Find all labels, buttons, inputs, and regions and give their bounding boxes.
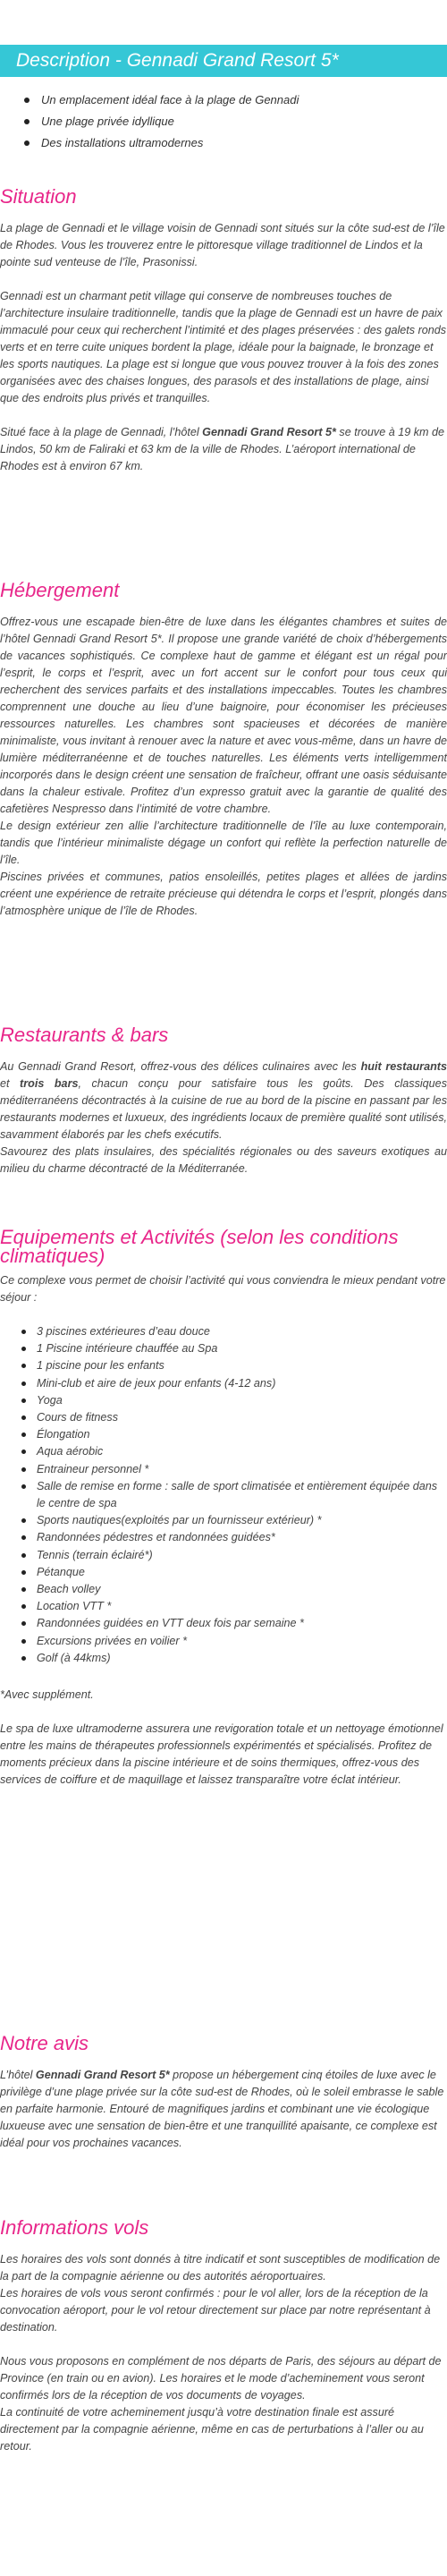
list-item: Salle de remise en forme : salle de sport climatisée et entièrement équipée dans le centre de spa — [37, 1478, 447, 1512]
equipment-list — [0, 1323, 447, 1667]
intro-list — [0, 89, 447, 154]
section-title: Notre avis — [0, 2032, 89, 2054]
avis-section — [0, 2033, 447, 2152]
section-title: Equipements et Activités (selon les conditions climatiques) — [0, 1226, 399, 1267]
paragraph: Ce complexe vous permet de choisir l’activité qui vous conviendra le mieux pendant votre séjour : — [0, 1274, 446, 1304]
paragraph: Les horaires des vols sont donnés à titre indicatif et sont susceptibles de modification de la part de la compagnie aérienne ou des autorités aéroportuaires. — [0, 2253, 441, 2283]
hotel-name: Gennadi Grand Resort 5* — [202, 426, 336, 438]
list-item: Pétanque — [37, 1564, 447, 1581]
paragraph: Piscines privées et communes, patios ensoleillés, petites plages et allées de jardins créent une expérience de retraite précieuse qui détendra le corps et l’esprit, plongés dans l’atmosphère unique de l’île de Rhodes. — [0, 871, 447, 917]
list-item: Beach volley — [37, 1581, 447, 1598]
paragraph: Gennadi est un charmant petit village qui conserve de nombreuses touches de l’architecture insulaire traditionnelle, tandis que la plage de Gennadi est un havre de paix immaculé pour ceux qui recherchent l’intimité et des plages préservées : des galets ronds verts et en terre cuite uniques bordent la plage, idéale pour la baignade, le bronzage et les sports nautiques. La plage est si longue que vous pouvez trouver à la fois des zones organisées avec des chaises longues, des parasols et des installations de plage, ainsi que des endroits plus privés et tranquilles. — [0, 290, 447, 404]
text-span: L’hôtel — [0, 2069, 36, 2081]
paragraph: La continuité de votre acheminement jusqu’à votre destination finale est assuré directement par la compagnie aérienne, même en cas de perturbations à l’aller ou au retour. — [0, 2406, 424, 2453]
list-item: Mini-club et aire de jeux pour enfants (4-12 ans) — [37, 1375, 447, 1392]
list-item: Une plage privée idyllique — [41, 111, 447, 132]
bold-text: trois bars — [20, 1077, 79, 1090]
restaurants-section — [0, 1024, 447, 1177]
text-span: Au Gennadi Grand Resort, offrez-vous des délices culinaires avec les — [0, 1060, 361, 1073]
list-item: Cours de fitness — [37, 1409, 447, 1426]
hotel-name: Gennadi Grand Resort 5* — [35, 2069, 170, 2081]
list-item: Location VTT * — [37, 1598, 447, 1615]
paragraph: Le spa de luxe ultramoderne assurera une revigoration totale et un nettoyage émotionnel entre les mains de thérapeutes professionnels expérimentés et spécialisés. Profitez de moments précieux dans la piscine intérieure et de soins thermiques, offrez-vous des services de coiffure et de maquillage et laissez transparaître votre éclat intérieur. — [0, 1722, 443, 1787]
list-item: Sports nautiques(exploités par un fournisseur extérieur) * — [37, 1512, 447, 1529]
paragraph: Savourez des plats insulaires, des spécialités régionales ou des saveurs exotiques au milieu du charme décontracté de la Méditerranée. — [0, 1145, 447, 1175]
list-item: Des installations ultramodernes — [41, 132, 447, 154]
equipements-section — [0, 1228, 447, 1789]
text-span: Situé face à la plage de Gennadi, l’hôtel — [0, 426, 203, 438]
vols-section — [0, 2217, 447, 2455]
section-title: Restaurants & bars — [0, 1024, 169, 1046]
text-span: et — [0, 1077, 21, 1090]
paragraph: Les horaires de vols vous seront confirmés : pour le vol aller, lors de la réception de la convocation aéroport, pour le vol retour directement sur place par notre représentant à destination. — [0, 2287, 431, 2334]
list-item: Élongation — [37, 1426, 447, 1443]
list-item: Un emplacement idéal face à la plage de Gennadi — [41, 89, 447, 111]
intro-section — [0, 89, 447, 154]
paragraph: Le design extérieur zen allie l’architecture traditionnelle de l’île au luxe contemporain, tandis que l’intérieur minimaliste dégage un confort qui reflète la perfection naturelle de l’île. — [0, 820, 447, 866]
bold-text: huit restaurants — [360, 1060, 447, 1073]
list-item: Yoga — [37, 1392, 447, 1409]
paragraph — [0, 2067, 447, 2152]
list-item: 1 piscine pour les enfants — [37, 1357, 447, 1374]
footnote: *Avec supplément. — [0, 1688, 94, 1702]
paragraph — [0, 1058, 447, 1143]
list-item: Randonnées pédestres et randonnées guidées* — [37, 1529, 447, 1546]
text-span: propose un hébergement cinq étoiles de luxe avec le privilège d’une plage privée sur la côte sud-est de Rhodes, où le soleil embrasse le sable en parfaite harmonie. Entouré de magnifiques jardins et combinant une vie écologique luxueuse avec une sensation de bien-être et une tranquillité apaisante, ce complexe est idéal pour vos prochaines vacances. — [0, 2069, 444, 2149]
list-item: 1 Piscine intérieure chauffée au Spa — [37, 1340, 447, 1357]
situation-section — [0, 186, 447, 475]
list-item: Entraineur personnel * — [37, 1461, 447, 1478]
paragraph: Nous vous proposons en complément de nos départs de Paris, des séjours au départ de Province (en train ou en avion). Les horaires et le mode d’acheminement vous seront confirmés lors de la réception de vos documents de voyages. — [0, 2355, 442, 2402]
page-title: Description - Gennadi Grand Resort 5* — [16, 50, 339, 71]
section-title: Hébergement — [0, 579, 120, 601]
list-item: Golf (à 44kms) — [37, 1650, 447, 1667]
paragraph: Offrez-vous une escapade bien-être de luxe dans les élégantes chambres et suites de l’hôtel Gennadi Grand Resort 5*. Il propose une grande variété de choix d’hébergements de vacances sophistiqués. Ce complexe haut de gamme et élégant est un régal pour l’esprit, le corps et l’esprit, avec un fort accent sur le confort pour tous ceux qui recherchent des services parfaits et des installations impeccables. Toutes les chambres comprennent une douche au lieu d’une baignoire, pour économiser les précieuses ressources naturelles. Les chambres sont spacieuses et décorées de manière minimaliste, vous invitant à renouer avec la nature et avec vous-même, dans un havre de lumière méditerranéenne et de touches naturelles. Les éléments verts intelligemment incorporés dans le design créent une sensation de fraîcheur, offrant une oasis séduisante dans la chaleur estivale. Profitez d’un expresso gratuit avec la garantie de qualité des cafetières Nespresso dans l’intimité de votre chambre. — [0, 616, 447, 815]
section-title: Situation — [0, 185, 77, 208]
text-span: se trouve à 19 km de Lindos, 50 km de Faliraki et 63 km de la ville de Rhodes. L’aéroport international de Rhodes est à environ 67 km. — [0, 426, 445, 472]
list-item: Randonnées guidées en VTT deux fois par semaine * — [37, 1615, 447, 1632]
paragraph — [0, 424, 447, 475]
section-title: Informations vols — [0, 2216, 149, 2239]
list-item: Tennis (terrain éclairé*) — [37, 1547, 447, 1564]
text-span: , chacun conçu pour satisfaire tous les goûts. Des classiques méditerranéens décontractés à la cuisine de rue au bord de la piscine en passant par les restaurants modernes et luxueux, des ingrédients locaux de première qualité sont utilisés, savamment élaborés par les chefs exécutifs. — [0, 1077, 447, 1141]
paragraph: La plage de Gennadi et le village voisin de Gennadi sont situés sur la côte sud-est de l’île de Rhodes. Vous les trouverez entre le pittoresque village traditionnel de Lindos et la pointe sud venteuse de l’île, Prasonissi. — [0, 222, 445, 268]
page-title-banner — [0, 45, 447, 77]
list-item: 3 piscines extérieures d’eau douce — [37, 1323, 447, 1340]
list-item: Excursions privées en voilier * — [37, 1633, 447, 1650]
hebergement-section — [0, 580, 447, 920]
list-item: Aqua aérobic — [37, 1443, 447, 1460]
